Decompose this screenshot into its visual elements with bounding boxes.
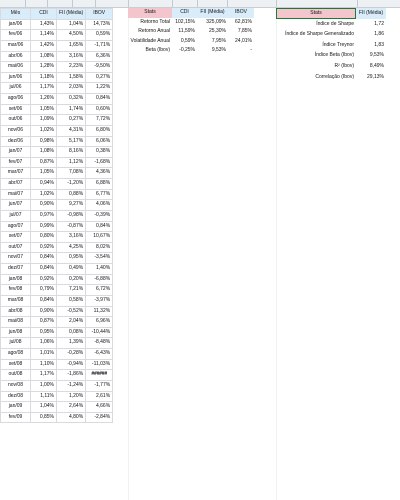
- cell-month[interactable]: mar/08: [1, 295, 31, 306]
- stats-value[interactable]: 102,15%: [175, 18, 195, 25]
- cell-ibov[interactable]: 14,73%: [86, 19, 113, 30]
- table-row: [1, 210, 113, 221]
- column-header-fii[interactable]: FII (Média): [57, 9, 86, 20]
- ratio-row: [276, 72, 386, 83]
- cell-ibov[interactable]: 0,27%: [86, 72, 113, 83]
- cell-ibov[interactable]: 0,60%: [86, 104, 113, 115]
- cell-ibov[interactable]: -6,43%: [86, 349, 113, 360]
- cell-fii[interactable]: 1,12%: [57, 157, 86, 168]
- cell-ibov[interactable]: 1,22%: [86, 83, 113, 94]
- table-row: [1, 402, 113, 413]
- cell-cdi[interactable]: 0,85%: [31, 412, 57, 423]
- cell-cdi[interactable]: 1,05%: [31, 168, 57, 179]
- cell-cdi[interactable]: 0,87%: [31, 157, 57, 168]
- cell-cdi[interactable]: 0,79%: [31, 285, 57, 296]
- cell-ibov[interactable]: 7,72%: [86, 115, 113, 126]
- cell-month[interactable]: dez/08: [1, 391, 31, 402]
- table-row: [1, 370, 113, 381]
- cell-month[interactable]: abr/07: [1, 179, 31, 190]
- cell-month[interactable]: nov/07: [1, 253, 31, 264]
- table-row: [1, 104, 113, 115]
- stats-row: [128, 37, 254, 47]
- cell-ibov[interactable]: -1,77%: [86, 380, 113, 391]
- cell-ibov[interactable]: 4,66%: [86, 402, 113, 413]
- cell-fii[interactable]: -0,52%: [57, 306, 86, 317]
- cell-month[interactable]: mai/08: [1, 317, 31, 328]
- cell-fii[interactable]: 4,25%: [57, 242, 86, 253]
- cell-fii[interactable]: 0,58%: [57, 295, 86, 306]
- table-row: [1, 72, 113, 83]
- cell-cdi[interactable]: 1,11%: [31, 391, 57, 402]
- cell-ibov[interactable]: 4,36%: [86, 168, 113, 179]
- cell-cdi[interactable]: 0,94%: [31, 179, 57, 190]
- cell-fii[interactable]: 0,08%: [57, 327, 86, 338]
- ratios-table: [276, 8, 386, 82]
- cell-fii[interactable]: 3,16%: [57, 51, 86, 62]
- cell-fii[interactable]: 7,08%: [57, 168, 86, 179]
- table-row: [1, 295, 113, 306]
- cell-cdi[interactable]: 1,26%: [31, 94, 57, 105]
- table-row: [1, 30, 113, 41]
- cell-fii[interactable]: 1,65%: [57, 40, 86, 51]
- cell-month[interactable]: fev/06: [1, 30, 31, 41]
- cell-ibov[interactable]: 4,06%: [86, 200, 113, 211]
- table-row: [1, 274, 113, 285]
- cell-month[interactable]: out/08: [1, 370, 31, 381]
- ratio-label[interactable]: R² (Ibov): [334, 62, 354, 69]
- ratio-label[interactable]: Correlação (Ibov): [315, 73, 354, 80]
- ratio-value[interactable]: 9,53%: [369, 52, 384, 59]
- ratios-header-row: [276, 8, 386, 19]
- table-row: [1, 147, 113, 158]
- ratio-value[interactable]: 29,13%: [367, 73, 384, 80]
- table-row: [1, 242, 113, 253]
- cell-month[interactable]: jun/06: [1, 72, 31, 83]
- cell-fii[interactable]: 0,49%: [57, 264, 86, 275]
- stats-value[interactable]: 11,59%: [178, 28, 195, 35]
- cell-fii[interactable]: 1,58%: [57, 72, 86, 83]
- table-row: [1, 232, 113, 243]
- stats-row: [128, 27, 254, 37]
- cell-cdi[interactable]: 1,10%: [31, 359, 57, 370]
- cell-ibov[interactable]: 6,88%: [86, 179, 113, 190]
- ratio-row: [276, 40, 386, 51]
- stats-value[interactable]: 62,81%: [235, 18, 252, 25]
- table-row: [1, 285, 113, 296]
- cell-fii[interactable]: 2,03%: [57, 83, 86, 94]
- table-row: [1, 62, 113, 73]
- table-row: [1, 306, 113, 317]
- cell-ibov[interactable]: 2,61%: [86, 391, 113, 402]
- cell-month[interactable]: set/08: [1, 359, 31, 370]
- cell-cdi[interactable]: 0,92%: [31, 242, 57, 253]
- cell-cdi[interactable]: 0,90%: [31, 200, 57, 211]
- cell-fii[interactable]: 0,32%: [57, 94, 86, 105]
- table-row: [1, 221, 113, 232]
- cell-cdi[interactable]: 1,28%: [31, 62, 57, 73]
- table-row: [1, 157, 113, 168]
- table-row: [1, 189, 113, 200]
- table-row: [1, 359, 113, 370]
- cell-fii[interactable]: 2,64%: [57, 402, 86, 413]
- stats-row-label[interactable]: Retorno Total: [140, 18, 170, 25]
- cell-ibov[interactable]: -1,68%: [86, 157, 113, 168]
- table-row: [1, 264, 113, 275]
- cell-fii[interactable]: -1,86%: [57, 370, 86, 381]
- cell-cdi[interactable]: 1,08%: [31, 147, 57, 158]
- stats-value[interactable]: -: [250, 47, 252, 54]
- cell-fii[interactable]: 9,27%: [57, 200, 86, 211]
- cell-fii[interactable]: 0,95%: [57, 253, 86, 264]
- stats-row-label[interactable]: Beta (Ibov): [145, 47, 170, 54]
- cell-month[interactable]: dez/06: [1, 136, 31, 147]
- cell-cdi[interactable]: 1,02%: [31, 189, 57, 200]
- stats-header-cdi[interactable]: CDI: [172, 8, 197, 18]
- cell-month[interactable]: jun/07: [1, 200, 31, 211]
- cell-ibov[interactable]: 6,72%: [86, 285, 113, 296]
- cell-cdi[interactable]: 1,05%: [31, 104, 57, 115]
- cell-fii[interactable]: 7,21%: [57, 285, 86, 296]
- column-header-ibov[interactable]: IBOV: [86, 9, 113, 20]
- ratio-label[interactable]: Índice Beta (Ibov): [314, 52, 354, 59]
- cell-cdi[interactable]: 1,08%: [31, 51, 57, 62]
- cell-month[interactable]: jul/07: [1, 210, 31, 221]
- ratios-header-fii[interactable]: FII (Média): [356, 8, 386, 19]
- cell-ibov[interactable]: -10,44%: [86, 327, 113, 338]
- table-row: [1, 19, 113, 30]
- ratio-value[interactable]: 1,72: [374, 20, 384, 27]
- cell-fii[interactable]: 2,04%: [57, 317, 86, 328]
- cell-cdi[interactable]: 0,92%: [31, 274, 57, 285]
- cell-cdi[interactable]: 0,98%: [31, 136, 57, 147]
- cell-ibov[interactable]: -1,71%: [86, 40, 113, 51]
- ratio-label[interactable]: Índice de Sharpe: [316, 20, 354, 27]
- cell-cdi[interactable]: 0,97%: [31, 210, 57, 221]
- cell-fii[interactable]: 0,20%: [57, 274, 86, 285]
- table-row: [1, 338, 113, 349]
- stats-value[interactable]: 325,09%: [206, 18, 226, 25]
- cell-month[interactable]: ago/07: [1, 221, 31, 232]
- cell-cdi[interactable]: 1,06%: [31, 338, 57, 349]
- table-row: [1, 349, 113, 360]
- cell-ibov[interactable]: 1,40%: [86, 264, 113, 275]
- cell-cdi[interactable]: 1,18%: [31, 72, 57, 83]
- cell-ibov[interactable]: -2,84%: [86, 412, 113, 423]
- cell-month[interactable]: jan/08: [1, 274, 31, 285]
- cell-month[interactable]: fev/09: [1, 412, 31, 423]
- cell-cdi[interactable]: 0,80%: [31, 232, 57, 243]
- cell-cdi[interactable]: 1,14%: [31, 30, 57, 41]
- cell-fii[interactable]: -0,94%: [57, 359, 86, 370]
- cell-cdi[interactable]: 1,09%: [31, 115, 57, 126]
- table-row: [1, 200, 113, 211]
- table-row: [1, 317, 113, 328]
- cell-month[interactable]: out/07: [1, 242, 31, 253]
- cell-ibov[interactable]: -3,54%: [86, 253, 113, 264]
- cell-month[interactable]: mai/06: [1, 62, 31, 73]
- stats-value[interactable]: 0,59%: [180, 37, 195, 44]
- cell-month[interactable]: jan/09: [1, 402, 31, 413]
- cell-ibov[interactable]: 6,80%: [86, 125, 113, 136]
- cell-month[interactable]: fev/07: [1, 157, 31, 168]
- cell-fii[interactable]: 8,16%: [57, 147, 86, 158]
- cell-month[interactable]: out/06: [1, 115, 31, 126]
- cell-fii[interactable]: 1,39%: [57, 338, 86, 349]
- cell-cdi[interactable]: 1,04%: [31, 402, 57, 413]
- ratio-value[interactable]: 1,86: [374, 31, 384, 38]
- cell-fii[interactable]: -0,28%: [57, 349, 86, 360]
- cell-fii[interactable]: 2,23%: [57, 62, 86, 73]
- ratio-value[interactable]: 1,83: [374, 41, 384, 48]
- table-row: [1, 51, 113, 62]
- ratio-row: [276, 19, 386, 30]
- cell-cdi[interactable]: 0,87%: [31, 317, 57, 328]
- table-row: [1, 327, 113, 338]
- cell-month[interactable]: fev/08: [1, 285, 31, 296]
- cell-fii[interactable]: -1,20%: [57, 179, 86, 190]
- cell-ibov[interactable]: -8,48%: [86, 338, 113, 349]
- cell-month[interactable]: jan/06: [1, 19, 31, 30]
- cell-month[interactable]: mar/07: [1, 168, 31, 179]
- table-row: [1, 125, 113, 136]
- cell-ibov[interactable]: 10,67%: [86, 232, 113, 243]
- cell-month[interactable]: nov/08: [1, 380, 31, 391]
- cell-month[interactable]: jul/08: [1, 338, 31, 349]
- stats-row-label[interactable]: Volatilidade Anual: [130, 37, 170, 44]
- table-row: [1, 94, 113, 105]
- cell-ibov[interactable]: 0,38%: [86, 147, 113, 158]
- cell-cdi[interactable]: 1,42%: [31, 40, 57, 51]
- stats-header-ibov[interactable]: IBOV: [228, 8, 254, 18]
- cell-fii[interactable]: 1,04%: [57, 19, 86, 30]
- column-header-bar[interactable]: [0, 0, 400, 8]
- cell-month[interactable]: jul/06: [1, 83, 31, 94]
- cell-ibov[interactable]: 6,36%: [86, 51, 113, 62]
- ratio-label[interactable]: Índice Treynor: [322, 41, 354, 48]
- cell-cdi[interactable]: 0,84%: [31, 295, 57, 306]
- stats-value[interactable]: 25,30%: [209, 28, 226, 35]
- cell-fii[interactable]: -0,87%: [57, 221, 86, 232]
- stats-value[interactable]: 7,85%: [237, 28, 252, 35]
- cell-ibov[interactable]: -11,03%: [86, 359, 113, 370]
- cell-ibov[interactable]: -9,50%: [86, 62, 113, 73]
- cell-month[interactable]: abr/06: [1, 51, 31, 62]
- cell-month[interactable]: jun/08: [1, 327, 31, 338]
- cell-month[interactable]: mai/07: [1, 189, 31, 200]
- ratio-row: [276, 29, 386, 40]
- ratio-row: [276, 61, 386, 72]
- cell-ibov[interactable]: -0,39%: [86, 210, 113, 221]
- stats-value[interactable]: 24,01%: [235, 37, 252, 44]
- stats-row-label[interactable]: Retorno Anual: [138, 28, 170, 35]
- cell-cdi[interactable]: 1,17%: [31, 370, 57, 381]
- cell-month[interactable]: nov/06: [1, 125, 31, 136]
- cell-cdi[interactable]: 1,17%: [31, 83, 57, 94]
- stats-header-row: [128, 8, 254, 18]
- cell-ibov[interactable]: 6,96%: [86, 317, 113, 328]
- stats-value[interactable]: 9,53%: [211, 47, 226, 54]
- table-row: [1, 253, 113, 264]
- cell-cdi[interactable]: 0,84%: [31, 264, 57, 275]
- cell-month[interactable]: ago/08: [1, 349, 31, 360]
- cell-ibov[interactable]: 11,32%: [86, 306, 113, 317]
- cell-ibov[interactable]: 0,84%: [86, 94, 113, 105]
- cell-month[interactable]: jan/07: [1, 147, 31, 158]
- cell-ibov[interactable]: 0,84%: [86, 221, 113, 232]
- cell-fii[interactable]: 0,27%: [57, 115, 86, 126]
- cell-cdi[interactable]: 0,84%: [31, 253, 57, 264]
- column-header-cdi[interactable]: CDI: [31, 9, 57, 20]
- cell-ibov[interactable]: 6,77%: [86, 189, 113, 200]
- cell-fii[interactable]: 4,31%: [57, 125, 86, 136]
- cell-cdi[interactable]: 0,99%: [31, 221, 57, 232]
- cell-ibov[interactable]: 0,59%: [86, 30, 113, 41]
- cell-fii[interactable]: 0,88%: [57, 189, 86, 200]
- cell-fii[interactable]: -1,24%: [57, 380, 86, 391]
- cell-month[interactable]: dez/07: [1, 264, 31, 275]
- column-header-mes[interactable]: Mês: [1, 9, 31, 20]
- table-row: [1, 83, 113, 94]
- table-row: [1, 40, 113, 51]
- cell-fii[interactable]: 5,17%: [57, 136, 86, 147]
- cell-fii[interactable]: 4,50%: [57, 30, 86, 41]
- table-row: [1, 136, 113, 147]
- table-row: [1, 391, 113, 402]
- cell-cdi[interactable]: 1,00%: [31, 380, 57, 391]
- ratio-label[interactable]: Índice de Sharpe Generalizado: [285, 31, 354, 38]
- table-header-row: [1, 9, 113, 20]
- cell-fii[interactable]: 4,80%: [57, 412, 86, 423]
- cell-ibov[interactable]: 8,02%: [86, 242, 113, 253]
- cell-month[interactable]: set/07: [1, 232, 31, 243]
- cell-fii[interactable]: 1,20%: [57, 391, 86, 402]
- cell-month[interactable]: set/06: [1, 104, 31, 115]
- cell-month[interactable]: abr/08: [1, 306, 31, 317]
- cell-ibov[interactable]: -3,97%: [86, 295, 113, 306]
- table-row: [1, 115, 113, 126]
- cell-cdi[interactable]: 1,02%: [31, 125, 57, 136]
- stats-value[interactable]: 7,95%: [211, 37, 226, 44]
- cell-fii[interactable]: 1,74%: [57, 104, 86, 115]
- ratio-row: [276, 50, 386, 61]
- ratio-value[interactable]: 8,49%: [369, 62, 384, 69]
- stats-table: [128, 8, 254, 56]
- monthly-returns-table: [0, 8, 113, 423]
- cell-ibov[interactable]: -6,88%: [86, 274, 113, 285]
- cell-cdi[interactable]: 1,43%: [31, 19, 57, 30]
- table-row: [1, 380, 113, 391]
- table-row: [1, 412, 113, 423]
- table-row: [1, 168, 113, 179]
- cell-month[interactable]: ago/06: [1, 94, 31, 105]
- cell-fii[interactable]: 3,16%: [57, 232, 86, 243]
- cell-cdi[interactable]: 1,01%: [31, 349, 57, 360]
- table-row: [1, 179, 113, 190]
- cell-ibov[interactable]: 6,06%: [86, 136, 113, 147]
- cell-cdi[interactable]: 0,95%: [31, 327, 57, 338]
- cell-fii[interactable]: -0,98%: [57, 210, 86, 221]
- ratios-title[interactable]: Stats: [276, 8, 356, 19]
- cell-month[interactable]: mar/06: [1, 40, 31, 51]
- stats-title[interactable]: Stats: [128, 8, 172, 18]
- cell-cdi[interactable]: 0,90%: [31, 306, 57, 317]
- cell-ibov[interactable]: ######: [86, 370, 113, 381]
- stats-value[interactable]: -0,25%: [179, 47, 195, 54]
- stats-header-fii[interactable]: FII (Média): [197, 8, 228, 18]
- stats-row: [128, 18, 254, 28]
- stats-row: [128, 46, 254, 56]
